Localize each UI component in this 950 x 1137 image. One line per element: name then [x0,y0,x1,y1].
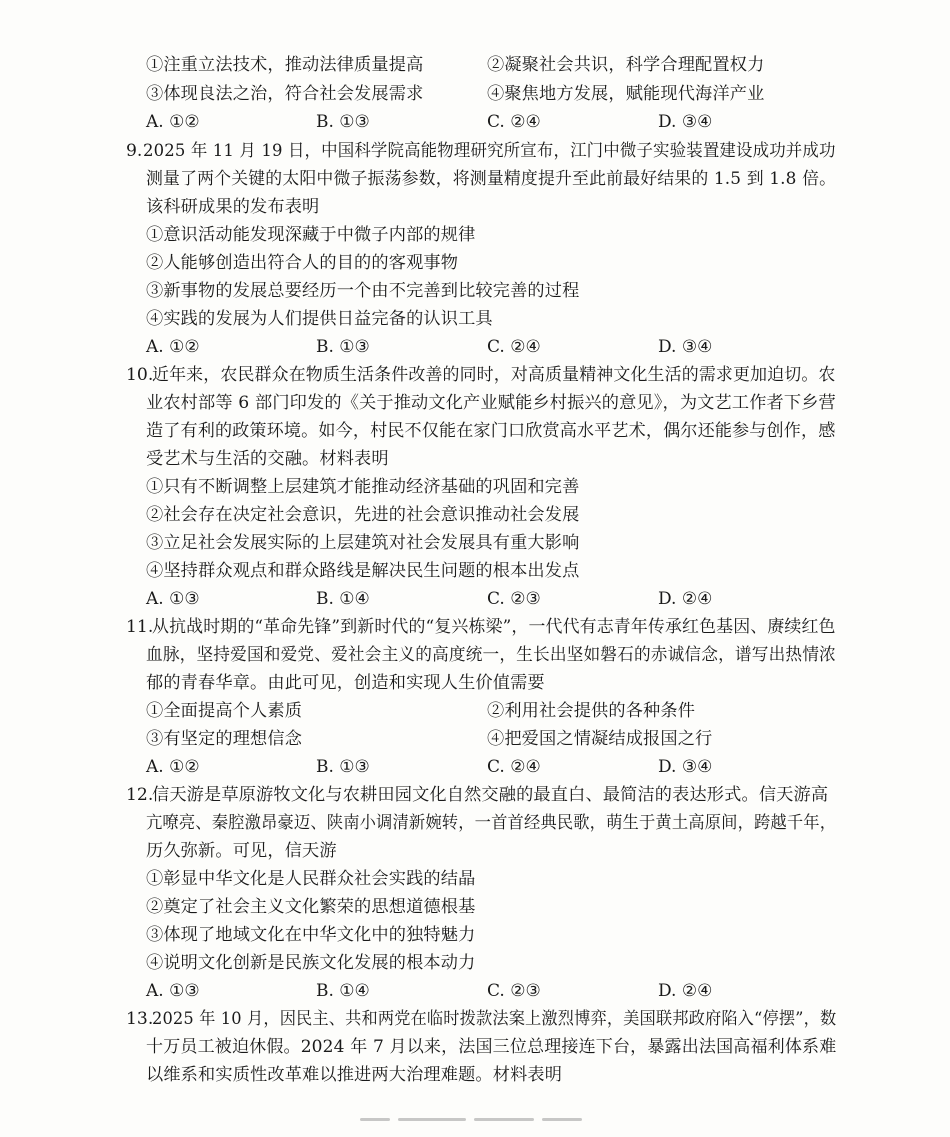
q8-option-b: B. ①③ [316,112,370,132]
q13-number: 13. [126,1009,154,1029]
q10-statement-1: ①只有不断调整上层建筑才能推动经济基础的巩固和完善 [146,477,580,497]
q11-statement-2: ②利用社会提供的各种条件 [487,701,696,721]
q11-statement-1: ①全面提高个人素质 [146,701,303,721]
q9-stem-line: 测量了两个关键的太阳中微子振荡参数，将测量精度提升至此前最好结果的 1.5 到 1.8 倍。 [146,169,837,189]
q8-option-d: D. ③④ [658,112,713,132]
q10-stem-line: 受艺术与生活的交融。材料表明 [146,449,389,469]
q9-statement-2: ②人能够创造出符合人的目的的客观事物 [146,253,459,273]
q12-statement-2: ②奠定了社会主义文化繁荣的思想道德根基 [146,897,476,917]
q9-statement-4: ④实践的发展为人们提供日益完备的认识工具 [146,309,493,329]
q12-stem-line: 信天游是草原游牧文化与农耕田园文化自然交融的最直白、最简洁的表达形式。信天游高 [152,785,829,805]
q8-statement-3: ③体现良法之治，符合社会发展需求 [146,84,424,104]
q11-stem-line: 从抗战时期的“革命先锋”到新时代的“复兴栋梁”，一代代有志青年传承红色基因、赓续红色 [152,617,836,637]
q8-option-c: C. ②④ [487,112,541,132]
q11-option-c: C. ②④ [487,757,541,777]
footer-mark [542,1118,582,1121]
q9-statement-1: ①意识活动能发现深藏于中微子内部的规律 [146,225,476,245]
q11-option-a: A. ①② [146,757,200,777]
q9-option-d: D. ③④ [658,337,713,357]
q9-stem-line: 该科研成果的发布表明 [146,197,320,217]
q11-option-d: D. ③④ [658,757,713,777]
q11-number: 11. [126,617,154,637]
q10-statement-2: ②社会存在决定社会意识，先进的社会意识推动社会发展 [146,505,580,525]
q10-number: 10. [126,365,154,385]
q9-statement-3: ③新事物的发展总要经历一个由不完善到比较完善的过程 [146,281,580,301]
q12-statement-1: ①彰显中华文化是人民群众社会实践的结晶 [146,869,476,889]
footer-mark [398,1118,466,1121]
q10-stem-line: 近年来，农民群众在物质生活条件改善的同时，对高质量精神文化生活的需求更加迫切。农 [152,365,836,385]
q11-statement-3: ③有坚定的理想信念 [146,729,303,749]
q10-option-b: B. ①④ [316,589,370,609]
q10-option-d: D. ②④ [658,589,713,609]
q11-option-b: B. ①③ [316,757,370,777]
q12-option-c: C. ②③ [487,981,541,1001]
q11-stem-line: 郁的青春华章。由此可见，创造和实现人生价值需要 [146,673,545,693]
q12-option-a: A. ①③ [146,981,200,1001]
q9-number: 9. [126,141,143,161]
q12-stem-line: 历久弥新。可见，信天游 [146,841,337,861]
q10-statement-3: ③立足社会发展实际的上层建筑对社会发展具有重大影响 [146,533,580,553]
q8-statement-4: ④聚焦地方发展，赋能现代海洋产业 [487,84,765,104]
q10-stem-line: 造了有利的政策环境。如今，村民不仅能在家门口欣赏高水平艺术，偶尔还能参与创作，感 [146,421,836,441]
q8-statement-1: ①注重立法技术，推动法律质量提高 [146,55,424,75]
q9-option-a: A. ①② [146,337,200,357]
q10-stem-line: 业农村部等 6 部门印发的《关于推动文化产业赋能乡村振兴的意见》，为文艺工作者下乡营 [146,393,836,413]
q9-option-b: B. ①③ [316,337,370,357]
q10-option-a: A. ①③ [146,589,200,609]
q9-option-c: C. ②④ [487,337,541,357]
q12-option-b: B. ①④ [316,981,370,1001]
q12-statement-4: ④说明文化创新是民族文化发展的根本动力 [146,953,476,973]
footer-mark [474,1118,534,1121]
q13-stem-line: 十万员工被迫休假。2024 年 7 月以来，法国三位总理接连下台，暴露出法国高福利体系难 [146,1037,837,1057]
q12-option-d: D. ②④ [658,981,713,1001]
q12-number: 12. [126,785,154,805]
q8-statement-2: ②凝聚社会共识，科学合理配置权力 [487,55,765,75]
q10-option-c: C. ②③ [487,589,541,609]
q12-stem-line: 亢嘹亮、秦腔激昂豪迈、陕南小调清新婉转，一首首经典民歌，萌生于黄土高原间，跨越千年， [146,813,837,833]
q10-statement-4: ④坚持群众观点和群众路线是解决民生问题的根本出发点 [146,561,580,581]
q8-option-a: A. ①② [146,112,200,132]
footer-mark [360,1118,390,1121]
q13-stem-line: 2025 年 10 月，因民主、共和两党在临时拨款法案上激烈博弈，美国联邦政府陷入“停摆”，数 [152,1009,837,1029]
q13-stem-line: 以维系和实质性改革难以推进两大治理难题。材料表明 [146,1065,563,1085]
q9-stem-line: 2025 年 11 月 19 日，中国科学院高能物理研究所宣布，江门中微子实验装置建设成功并成功 [143,141,836,161]
q12-statement-3: ③体现了地域文化在中华文化中的独特魅力 [146,925,476,945]
q11-statement-4: ④把爱国之情凝结成报国之行 [487,729,713,749]
q11-stem-line: 血脉，坚持爱国和爱党、爱社会主义的高度统一，生长出坚如磐石的赤诚信念，谱写出热情浓 [146,645,836,665]
